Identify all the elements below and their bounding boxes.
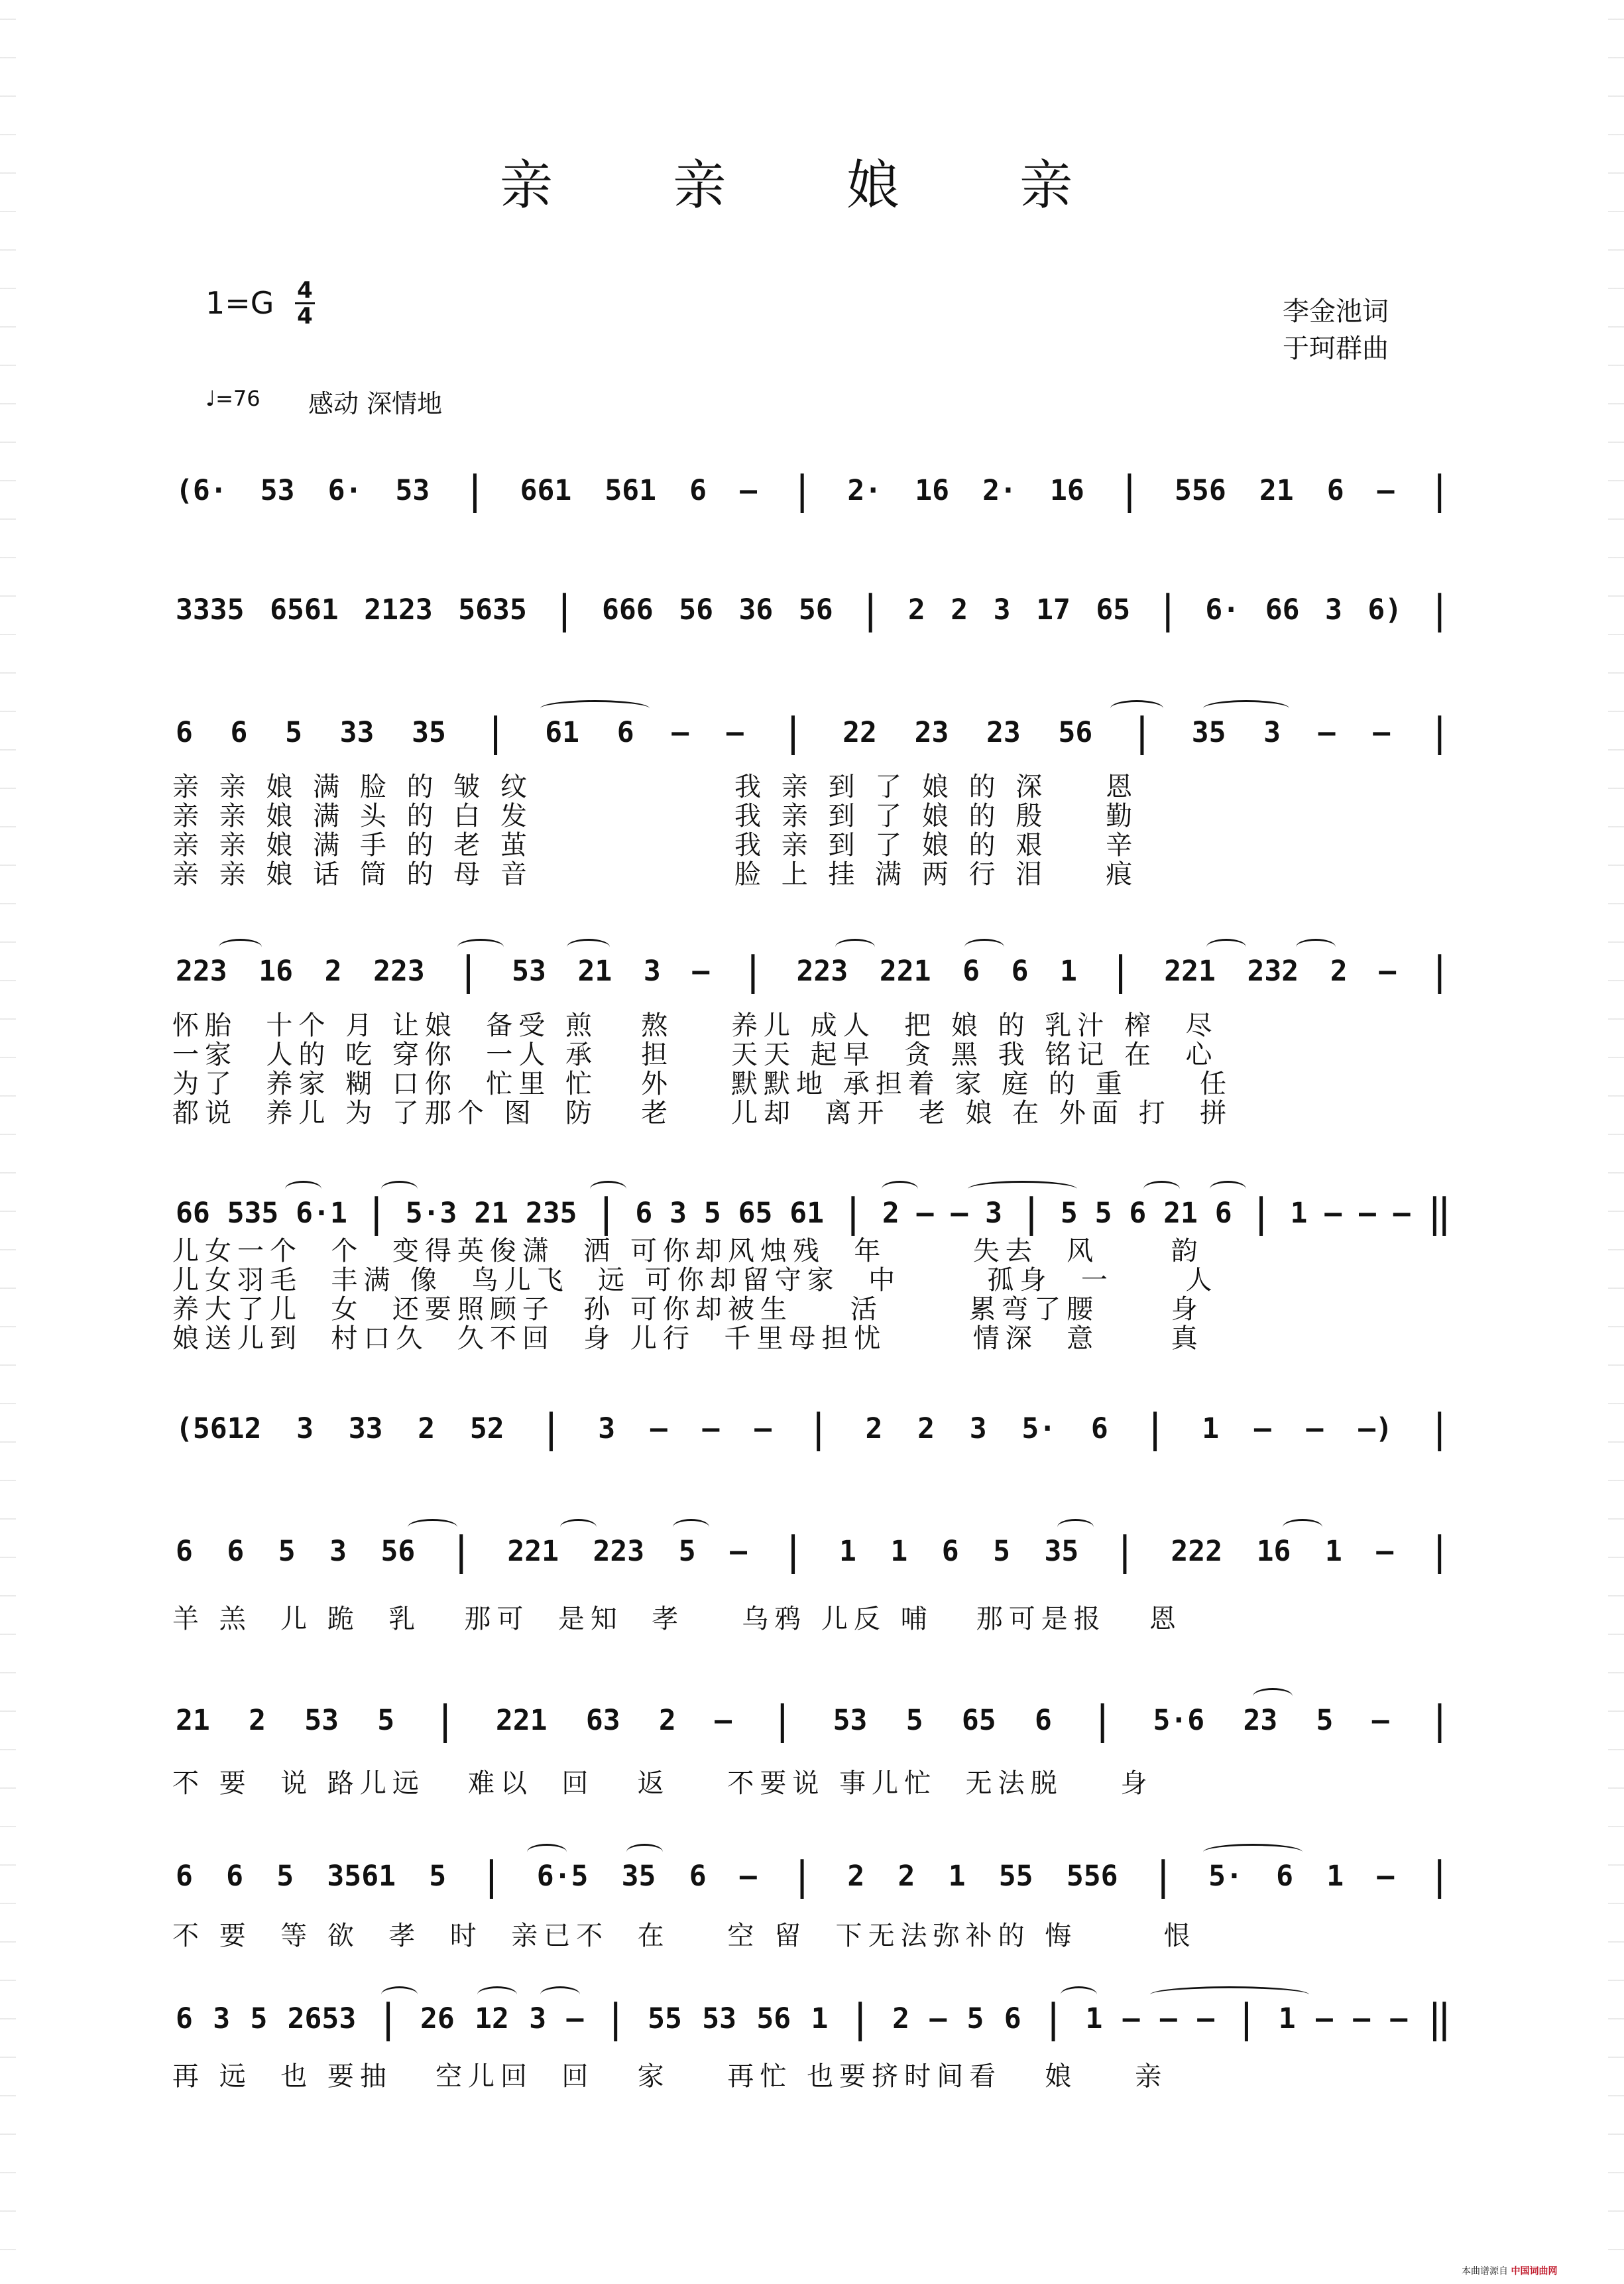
slur-arc: [1143, 1181, 1180, 1197]
note-group: –: [754, 1412, 772, 1445]
barline: |: [1427, 948, 1452, 994]
note-group: 3: [993, 593, 1011, 627]
lyric-line: 一家 人的 吃 穿你 一人 承 担 天天 起早 贪 黑 我 铭记 在 心: [172, 1040, 1218, 1070]
slur-arc: [964, 939, 1004, 955]
note-group: –: [1371, 1704, 1389, 1737]
barline: |: [1019, 1190, 1044, 1236]
slur-arc: [408, 1519, 457, 1535]
note-group: 2: [847, 1860, 865, 1893]
note-group: 223: [593, 1535, 645, 1568]
note-group: 53: [512, 955, 546, 988]
lyric-line: 亲 亲 娘 话 筒 的 母 音 脸 上 挂 满 两 行 泪 痕: [172, 859, 1139, 890]
slur-arc: [835, 939, 875, 955]
slur-arc: [457, 939, 504, 955]
time-signature: [295, 278, 315, 328]
note-group: 222: [1171, 1535, 1223, 1568]
note-group: –: [1159, 2002, 1177, 2035]
note-group: 6: [176, 1860, 193, 1893]
note-group: 2: [865, 1412, 883, 1445]
note-group: 5: [678, 1535, 696, 1568]
lyric-line: 儿女羽毛 丰满 像 鸟儿飞 远 可你却留守家 中 孤身 一 人: [172, 1265, 1218, 1295]
note-group: 5: [966, 2002, 984, 2035]
note-group: 21: [577, 955, 612, 988]
staff-line: [176, 587, 1452, 633]
barline: |: [1108, 948, 1133, 994]
slur-arc: [590, 1181, 626, 1197]
note-group: 2: [1330, 955, 1348, 988]
note-group: 3: [296, 1412, 314, 1445]
note-group: 1: [1324, 1535, 1342, 1568]
note-group: 6: [689, 1860, 707, 1893]
note-group: 23: [986, 716, 1021, 749]
note-group: 1: [811, 2002, 829, 2035]
note-group: 26: [420, 2002, 455, 2035]
note-group: 6: [1034, 1704, 1052, 1737]
note-group: –: [650, 1412, 667, 1445]
barline: |: [1130, 709, 1155, 756]
slur-arc: [477, 1986, 517, 2003]
note-group: 5·3: [405, 1197, 457, 1230]
lyric-line: 不 要 等 欲 孝 时 亲已不 在 空 留 下无法弥补的 悔 恨: [172, 1921, 1196, 1951]
note-group: 53: [395, 474, 430, 507]
note-group: 5: [993, 1535, 1011, 1568]
note-group: 16: [915, 474, 949, 507]
barline: |: [376, 1996, 400, 2042]
barline: ‖: [1427, 1190, 1452, 1236]
barline: |: [789, 1853, 815, 1899]
slur-arc: [381, 1181, 418, 1197]
slur-arc: [560, 1519, 597, 1535]
note-group: –: [1122, 2002, 1140, 2035]
note-group: 6: [616, 716, 634, 749]
note-group: 1: [890, 1535, 908, 1568]
slur-arc: [540, 700, 650, 717]
note-group: 2: [324, 955, 342, 988]
note-group: 5: [285, 716, 302, 749]
note-group: 35: [412, 716, 446, 749]
staff-line: [176, 1528, 1452, 1575]
barline: |: [1427, 467, 1452, 514]
barline: |: [1427, 1528, 1452, 1575]
note-group: –: [1376, 1535, 1394, 1568]
barline: |: [1041, 1996, 1066, 2042]
note-group: 561: [605, 474, 657, 507]
time-signature-bottom: 4: [297, 303, 313, 330]
note-group: –: [739, 1860, 757, 1893]
note-group: 3335: [176, 593, 245, 627]
note-group: 21: [1259, 474, 1294, 507]
note-group: 63: [585, 1704, 620, 1737]
note-group: –: [951, 1197, 968, 1230]
note-group: –: [1318, 716, 1336, 749]
lyric-line: 再 远 也 要抽 空儿回 回 家 再忙 也要挤时间看 娘 亲: [172, 2061, 1168, 2092]
note-group: 6: [1011, 955, 1029, 988]
note-group: 66: [1265, 593, 1300, 627]
credits: [1283, 293, 1389, 367]
note-group: 666: [602, 593, 654, 627]
note-group: 12: [475, 2002, 509, 2035]
note-group: 5: [278, 1535, 296, 1568]
barline: |: [740, 948, 765, 994]
note-group: 5: [429, 1860, 447, 1893]
slur-arc: [381, 1986, 418, 2003]
note-group: 56: [679, 593, 714, 627]
lyricist: 李金池词: [1283, 296, 1389, 327]
barline: |: [603, 1996, 628, 2042]
note-group: 221: [879, 955, 931, 988]
slur-arc: [1110, 700, 1163, 717]
note-group: 35: [621, 1860, 656, 1893]
barline: |: [781, 709, 805, 756]
note-group: 5: [1094, 1197, 1112, 1230]
song-title: 亲 亲 娘 亲: [499, 154, 1125, 216]
note-group: 33: [339, 716, 375, 749]
note-group: 3: [329, 1535, 347, 1568]
barline: |: [1151, 1853, 1175, 1899]
note-group: 6: [1326, 474, 1344, 507]
note-group: 556: [1175, 474, 1226, 507]
note-group: 35: [1191, 716, 1226, 749]
lyric-line: 亲 亲 娘 满 手 的 老 茧 我 亲 到 了 娘 的 艰 辛: [172, 830, 1139, 861]
note-group: –): [1358, 1412, 1393, 1445]
footer-site: 中国词曲网: [1511, 2266, 1558, 2277]
note-group: 1: [1278, 2002, 1296, 2035]
note-group: 2: [418, 1412, 435, 1445]
note-group: 5·6: [1153, 1704, 1205, 1737]
note-group: 56: [756, 2002, 791, 2035]
barline: |: [1155, 587, 1180, 633]
note-group: 6: [635, 1197, 653, 1230]
note-group: 5: [905, 1704, 923, 1737]
note-group: 66: [176, 1197, 210, 1230]
slur-arc: [1057, 1519, 1094, 1535]
slur-arc: [285, 1181, 321, 1197]
note-group: 65: [961, 1704, 996, 1737]
note-group: 2: [917, 1412, 935, 1445]
barline: |: [1234, 1996, 1259, 2042]
note-group: 6: [1004, 2002, 1021, 2035]
source-footer: [1462, 2264, 1557, 2277]
note-group: 5: [1316, 1704, 1334, 1737]
barline: |: [552, 587, 577, 633]
barline: |: [1117, 467, 1141, 514]
note-group: 2: [882, 1197, 899, 1230]
note-group: 16: [259, 955, 294, 988]
barline: |: [456, 948, 481, 994]
slur-arc: [968, 1181, 1077, 1197]
note-group: 2·: [982, 474, 1017, 507]
barline: |: [463, 467, 487, 514]
note-group: 6: [1214, 1197, 1232, 1230]
note-group: 6: [1090, 1412, 1108, 1445]
note-group: 2123: [364, 593, 433, 627]
note-group: –: [1390, 2002, 1408, 2035]
note-group: 535: [227, 1197, 279, 1230]
note-group: –: [730, 1535, 747, 1568]
note-group: 6): [1367, 593, 1403, 627]
note-group: 22: [842, 716, 877, 749]
note-group: 56: [380, 1535, 416, 1568]
composer: 于珂群曲: [1283, 333, 1389, 364]
note-group: 6: [176, 1535, 193, 1568]
note-group: –: [1253, 1412, 1271, 1445]
note-group: 3: [643, 955, 661, 988]
note-group: 61: [545, 716, 580, 749]
note-group: 661: [520, 474, 572, 507]
slur-arc: [219, 939, 262, 955]
note-group: –: [1197, 2002, 1214, 2035]
note-group: 16: [1049, 474, 1084, 507]
slur-arc: [1206, 939, 1246, 955]
note-group: 33: [348, 1412, 383, 1445]
note-group: 53: [304, 1704, 339, 1737]
note-group: 3: [529, 2002, 547, 2035]
note-group: –: [1315, 2002, 1333, 2035]
note-group: 2: [658, 1704, 676, 1737]
lyric-line: 养大了儿 女 还要照顾子 孙 可你却被生 活 累弯了腰 身: [172, 1294, 1204, 1325]
note-group: 223: [796, 955, 848, 988]
note-group: 5: [377, 1704, 395, 1737]
slur-arc: [1150, 1986, 1309, 2003]
staff-line: [176, 467, 1452, 514]
time-signature-top: 4: [297, 277, 313, 304]
slur-arc: [1296, 939, 1336, 955]
note-group: 221: [507, 1535, 559, 1568]
note-group: –: [702, 1412, 720, 1445]
note-group: –: [1373, 716, 1391, 749]
note-group: 17: [1036, 593, 1071, 627]
note-group: 6·: [327, 474, 363, 507]
barline: |: [1143, 1406, 1167, 1452]
staff-line: [176, 1190, 1452, 1236]
barline: |: [1249, 1190, 1273, 1236]
slur-arc: [882, 1181, 918, 1197]
note-group: 6: [230, 716, 248, 749]
slur-arc: [626, 1844, 663, 1860]
barline: |: [1112, 1528, 1137, 1575]
barline: |: [1427, 709, 1452, 756]
note-group: 2: [907, 593, 925, 627]
slur-arc: [1203, 700, 1289, 717]
note-group: 36: [738, 593, 774, 627]
note-group: 5·: [1021, 1412, 1057, 1445]
barline: |: [1427, 1697, 1452, 1744]
note-group: –: [1393, 1197, 1411, 1230]
note-group: 6561: [270, 593, 339, 627]
barline: |: [364, 1190, 388, 1236]
slur-arc: [540, 1986, 580, 2003]
note-group: 6: [689, 474, 707, 507]
note-group: 53: [833, 1704, 868, 1737]
barline: |: [858, 587, 883, 633]
note-group: 235: [525, 1197, 577, 1230]
barline: |: [1427, 1406, 1452, 1452]
note-group: –: [1377, 1860, 1395, 1893]
note-group: 2: [892, 2002, 909, 2035]
note-group: 3: [598, 1412, 616, 1445]
note-group: 2·: [847, 474, 882, 507]
note-group: 21: [1163, 1197, 1198, 1230]
barline: |: [479, 1853, 504, 1899]
note-group: –: [715, 1704, 732, 1737]
lyric-line: 亲 亲 娘 满 脸 的 皱 纹 我 亲 到 了 娘 的 深 恩: [172, 772, 1139, 802]
barline: |: [848, 1996, 872, 2042]
note-group: –: [692, 955, 710, 988]
slur-arc: [567, 939, 610, 955]
note-group: 35: [1044, 1535, 1079, 1568]
note-group: 53: [260, 474, 295, 507]
barline: |: [433, 1697, 457, 1744]
expression-mark: 感动 深情地: [308, 389, 443, 418]
barline: |: [539, 1406, 563, 1452]
note-group: 21: [474, 1197, 508, 1230]
lyric-line: 儿女一个 个 变得英俊潇 洒 可你却风烛残 年 失去 风 韵: [172, 1236, 1204, 1266]
note-group: 6·5: [536, 1860, 589, 1893]
slur-arc: [1253, 1688, 1293, 1705]
note-group: (6·: [176, 474, 227, 507]
lyric-line: 亲 亲 娘 满 头 的 白 发 我 亲 到 了 娘 的 殷 勤: [172, 801, 1139, 831]
barline: |: [1427, 587, 1452, 633]
note-group: 56: [1058, 716, 1093, 749]
note-group: 3561: [327, 1860, 396, 1893]
note-group: 3: [669, 1197, 687, 1230]
note-group: 2653: [287, 2002, 357, 2035]
slur-arc: [1283, 1519, 1322, 1535]
slur-arc: [1203, 1844, 1303, 1860]
barline: |: [594, 1190, 618, 1236]
note-group: 232: [1247, 955, 1299, 988]
note-group: 6·1: [296, 1197, 347, 1230]
note-group: 56: [798, 593, 833, 627]
note-group: 6: [226, 1860, 244, 1893]
note-group: –: [1324, 1197, 1342, 1230]
note-group: 223: [373, 955, 425, 988]
note-group: 1: [948, 1860, 966, 1893]
slur-arc: [1210, 1181, 1246, 1197]
note-group: 2: [249, 1704, 266, 1737]
note-group: 221: [1164, 955, 1216, 988]
note-group: 5: [276, 1860, 294, 1893]
note-group: 55: [998, 1860, 1033, 1893]
note-group: 6: [941, 1535, 959, 1568]
barline: ‖: [1427, 1996, 1452, 2042]
tempo-mark: ♩=76: [205, 386, 261, 411]
note-group: –: [740, 474, 758, 507]
slur-arc: [1061, 1986, 1097, 2003]
barline: |: [1090, 1697, 1115, 1744]
note-group: –: [1353, 2002, 1371, 2035]
note-group: 6: [176, 716, 193, 749]
staff-line: [176, 948, 1452, 994]
note-group: 556: [1066, 1860, 1118, 1893]
note-group: 3: [985, 1197, 1003, 1230]
note-group: 6: [1276, 1860, 1294, 1893]
barline: |: [449, 1528, 473, 1575]
note-group: 6: [176, 2002, 193, 2035]
barline: |: [790, 467, 815, 514]
note-group: 65: [1096, 593, 1131, 627]
note-group: –: [916, 1197, 934, 1230]
lyric-line: 怀胎 十个 月 让娘 备受 煎 熬 养儿 成人 把 娘 的 乳汁 榨 尽: [172, 1010, 1218, 1041]
note-group: 1: [1060, 955, 1077, 988]
note-group: 5·: [1208, 1860, 1243, 1893]
slur-arc: [527, 1844, 567, 1860]
barline: |: [806, 1406, 831, 1452]
lyric-line: 为了 养家 糊 口你 忙里 忙 外 默默地 承担着 家 庭 的 重 任: [172, 1069, 1233, 1099]
note-group: 5: [703, 1197, 721, 1230]
note-group: 1: [839, 1535, 856, 1568]
note-group: –: [1377, 474, 1395, 507]
note-group: 5635: [458, 593, 527, 627]
right-margin-watermark: [1608, 0, 1624, 2284]
note-group: 16: [1256, 1535, 1291, 1568]
barline: |: [483, 709, 508, 756]
note-group: 5: [250, 2002, 268, 2035]
note-group: 2: [951, 593, 968, 627]
slur-arc: [673, 1519, 709, 1535]
note-group: –: [1379, 955, 1397, 988]
lyric-line: 娘送儿到 村口久 久不回 身 儿行 千里母担忧 情深 意 真: [172, 1323, 1204, 1354]
left-margin-watermark: [0, 0, 16, 2284]
note-group: –: [929, 2002, 947, 2035]
note-group: 61: [789, 1197, 825, 1230]
note-group: 55: [648, 2002, 682, 2035]
note-group: 3: [1325, 593, 1342, 627]
lyric-line: 羊 羔 儿 跪 乳 那可 是知 孝 乌鸦 儿反 哺 那可是报 恩: [172, 1604, 1182, 1634]
note-group: 3: [969, 1412, 987, 1445]
footer-prefix: 本曲谱源自: [1462, 2266, 1508, 2277]
barline: |: [770, 1697, 795, 1744]
note-group: 6·: [1205, 593, 1240, 627]
note-group: 5: [1060, 1197, 1078, 1230]
lyric-line: 不 要 说 路儿远 难以 回 返 不要说 事儿忙 无法脱 身: [172, 1768, 1153, 1799]
lyric-line: 都说 养儿 为 了那个 图 防 老 儿却 离开 老 娘 在 外面 打 拼: [172, 1098, 1233, 1128]
note-group: 6: [227, 1535, 245, 1568]
note-group: –: [1359, 1197, 1376, 1230]
note-group: 1: [1202, 1412, 1220, 1445]
note-group: 1: [1290, 1197, 1308, 1230]
barline: |: [841, 1190, 866, 1236]
note-group: 52: [469, 1412, 504, 1445]
note-group: 2: [898, 1860, 915, 1893]
note-group: 6: [1129, 1197, 1147, 1230]
note-group: 23: [1243, 1704, 1278, 1737]
staff-line: [176, 1406, 1452, 1452]
note-group: –: [671, 716, 689, 749]
key-signature: 1=G: [205, 285, 274, 321]
note-group: –: [726, 716, 744, 749]
note-group: 3: [1263, 716, 1281, 749]
note-group: 65: [738, 1197, 773, 1230]
note-group: 1: [1085, 2002, 1103, 2035]
note-group: –: [1306, 1412, 1324, 1445]
barline: |: [781, 1528, 805, 1575]
note-group: 21: [176, 1704, 210, 1737]
note-group: 223: [176, 955, 227, 988]
note-group: 6: [962, 955, 980, 988]
note-group: 23: [914, 716, 949, 749]
note-group: 3: [213, 2002, 231, 2035]
barline: |: [1427, 1853, 1452, 1899]
note-group: –: [566, 2002, 584, 2035]
note-group: 221: [495, 1704, 548, 1737]
note-group: 1: [1326, 1860, 1344, 1893]
note-group: 53: [702, 2002, 736, 2035]
note-group: (5612: [176, 1412, 262, 1445]
